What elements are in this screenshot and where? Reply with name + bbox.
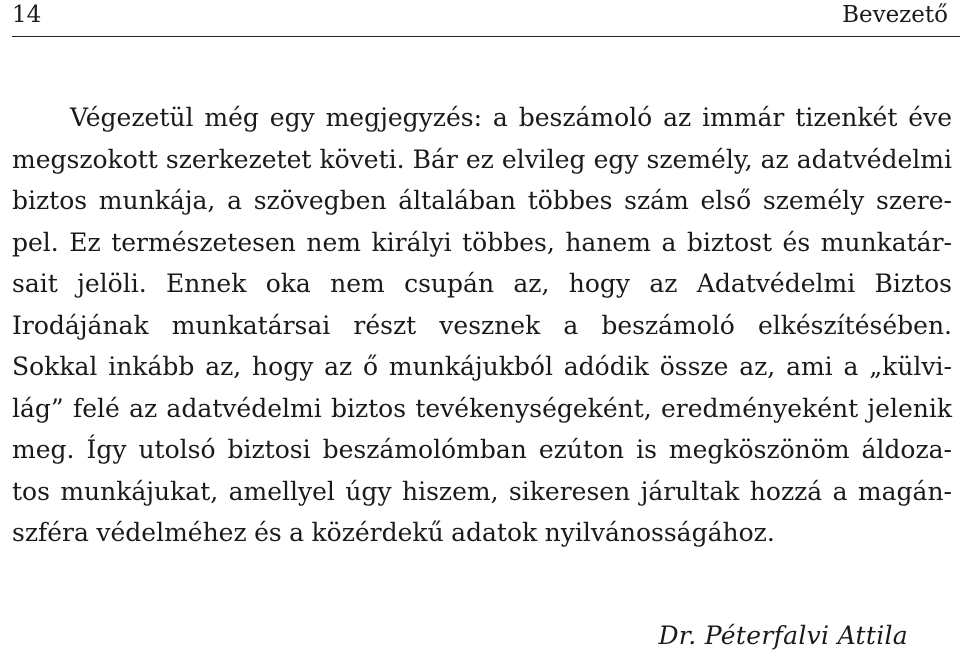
text-line: Sokkal inkább az, hogy az ő munkájukból adódik össze az, ami a „külvi- (12, 352, 952, 381)
running-head: Bevezető (842, 2, 948, 28)
text-line: Végezetül még egy megjegyzés: a beszámoló az immár tizenkét éve (70, 103, 952, 132)
text-line: lág” felé az adatvédelmi biztos tevékenységeként, eredményeként jelenik (12, 393, 952, 423)
text-line: pel. Ez természetesen nem királyi többes, hanem a biztost és munkatár- (12, 227, 952, 257)
author-signature: Dr. Péterfalvi Attila (658, 621, 908, 650)
page-number: 14 (12, 2, 42, 28)
text-line: Irodájának munkatársai részt vesznek a beszámoló elkészítésében. (12, 310, 952, 340)
text-line: szféra védelméhez és a közérdekű adatok nyilvánosságához. (12, 518, 775, 547)
text-line: meg. Így utolsó biztosi beszámolómban ezúton is megköszönöm áldoza- (12, 435, 952, 464)
text-line: biztos munkája, a szövegben általában többes szám első személy szere- (12, 186, 952, 215)
text-line: megszokott szerkezetet követi. Bár ez elvileg egy személy, az adatvédelmi (12, 144, 952, 174)
text-line: tos munkájukat, amellyel úgy hiszem, sikeresen járultak hozzá a magán- (12, 476, 952, 506)
body-paragraph (12, 97, 952, 554)
page-header (12, 0, 960, 37)
text-line: sait jelöli. Ennek oka nem csupán az, hogy az Adatvédelmi Biztos (12, 269, 952, 298)
